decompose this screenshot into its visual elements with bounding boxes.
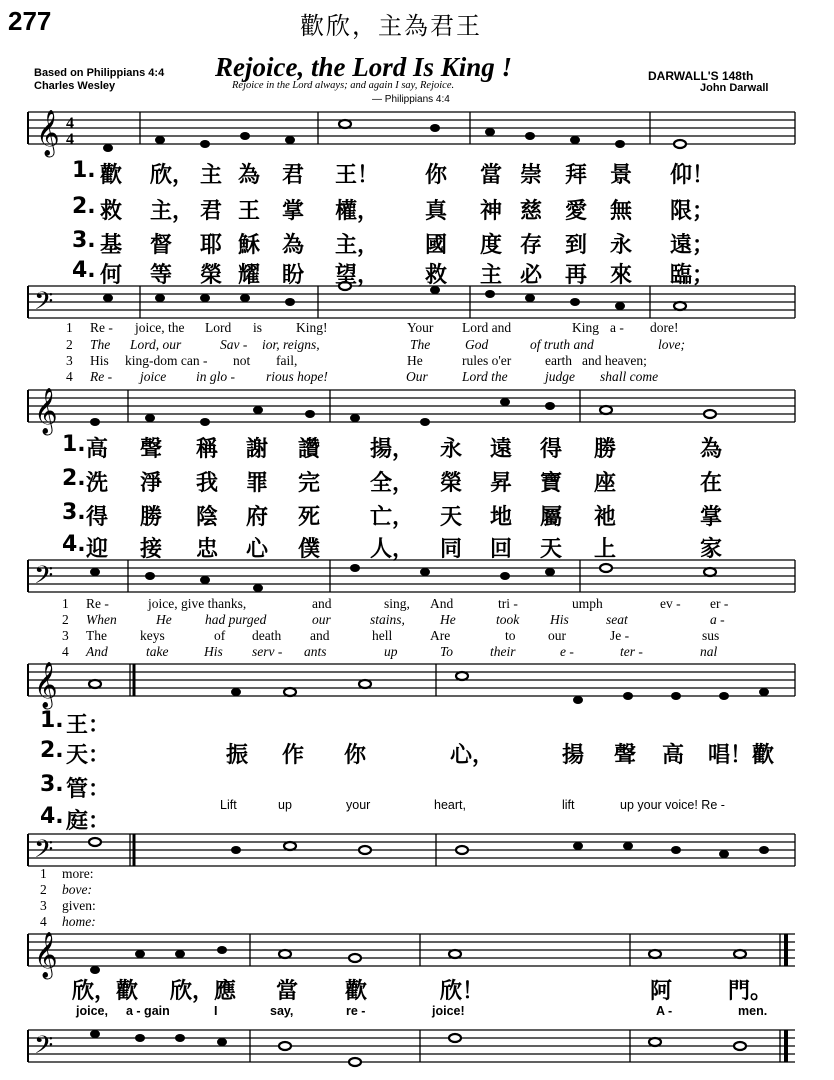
epigraph-ref: — Philippians 4:4: [372, 94, 450, 105]
system2-chinese-verse-2: 2. 洗 淨 我 罪 完 全， 榮 昇 寶 座 在: [62, 466, 723, 496]
system2-chinese-verse-1: 1. 高 聲 稱 謝 讚 揚， 永 遠 得 勝 為: [62, 432, 723, 462]
system3-english-refrain: Lift up your heart, lift up your voice! Re -: [220, 798, 725, 812]
system2-chinese-verse-4: 4. 迎 接 忠 心 僕 人， 同 回 天 上 家: [62, 532, 723, 562]
system1-chinese-verse-4: 4. 何 等 榮 耀 盼 望， 救 主 必 再 來 臨；: [72, 258, 715, 288]
chinese-title: 歡欣，主為君王: [300, 12, 482, 40]
system2-english-verse-4: 4 And take His serv - ants up To their e - ter - nal: [62, 644, 718, 659]
system3-treble-staff: [0, 652, 834, 712]
system1-english-verse-4: 4 Re - joice in glo - rious hope! Our Lord the judge shall come: [66, 369, 659, 384]
system4-english-lyrics: joice, a - gain I say, re - joice! A - men.: [76, 1004, 768, 1018]
system2-english-verse-3: 3 The keys of death and hell Are to our Je - sus: [62, 628, 720, 643]
system2-treble-staff: [0, 378, 834, 438]
bass-clef-icon: 𝄢: [34, 562, 54, 595]
system1-english-verse-2: 2 The Lord, our Sav - ior, reigns, The God of truth and love;: [66, 337, 685, 352]
system4-chinese-lyrics: 欣，歡 欣，應 當 歡 欣！ 阿 門。: [72, 979, 773, 1004]
composer: John Darwall: [700, 82, 769, 94]
treble-clef-icon: 𝄞: [34, 932, 58, 977]
system2-english-verse-1: 1 Re - joice, give thanks, and sing, And tri - umph ev - er -: [62, 596, 729, 611]
system4-bass-staff: [0, 1022, 834, 1072]
source-text: Based on Philippians 4:4: [34, 67, 165, 79]
svg-text:4: 4: [66, 115, 74, 132]
treble-clef-icon: 𝄞: [34, 662, 58, 707]
system1-english-verse-1: 1 Re - joice, the Lord is King! Your Lord and King a - dore!: [66, 320, 679, 335]
bass-clef-icon: 𝄢: [34, 1032, 54, 1065]
system1-chinese-verse-1: 1. 歡 欣， 主 為 君 王！ 你 當 崇 拜 景 仰！: [72, 158, 715, 188]
hymn-number: 277: [8, 6, 52, 36]
treble-clef-icon: 𝄞: [36, 110, 60, 155]
epigraph: Rejoice in the Lord always; and again I say, Rejoice.: [232, 80, 455, 91]
bass-clef-icon: 𝄢: [34, 288, 54, 321]
english-title: Rejoice, the Lord Is King !: [215, 52, 513, 82]
bass-clef-icon: 𝄢: [34, 836, 54, 869]
system4-treble-staff: [0, 922, 834, 982]
author-text: Charles Wesley: [34, 80, 116, 92]
system2-chinese-verse-3: 3. 得 勝 陰 府 死 亡， 天 地 屬 祂 掌: [62, 500, 723, 530]
system3-english-endings: 1 more: 2 bove: 3 given: 4 home:: [40, 866, 96, 929]
system3-chinese-endings: 1. 王： 2. 天： 3. 管： 4. 庭：: [40, 708, 111, 834]
system1-chinese-verse-2: 2. 救 主， 君 王 掌 權， 真 神 慈 愛 無 限；: [72, 194, 715, 224]
tune-name: DARWALL'S 148th: [648, 69, 754, 83]
system1-chinese-verse-3: 3. 基 督 耶 穌 為 主， 國 度 存 到 永 遠；: [72, 228, 715, 258]
treble-clef-icon: 𝄞: [34, 388, 58, 433]
system1-english-verse-3: 3 His king-dom can - not fail, He rules o'er earth and heaven;: [66, 353, 647, 368]
system3-chinese-refrain: 振 作 你 心， 揚 聲 高 唱！歡: [226, 743, 775, 768]
system1-treble-staff: [0, 100, 834, 160]
svg-text:4: 4: [66, 131, 74, 148]
system2-english-verse-2: 2 When He had purged our stains, He took His seat a -: [62, 612, 725, 627]
